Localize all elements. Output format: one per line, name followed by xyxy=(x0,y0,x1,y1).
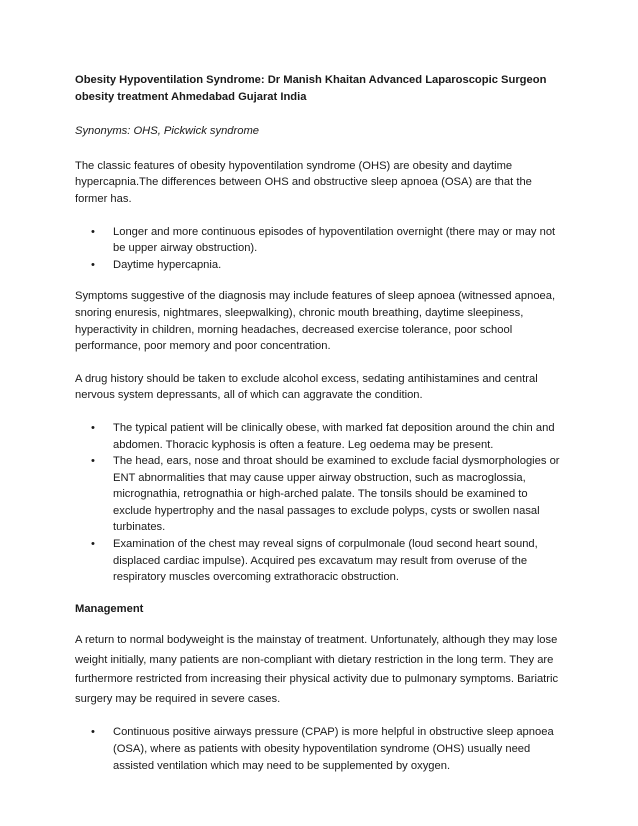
bullet-icon: • xyxy=(91,421,95,434)
list-item-text: Longer and more continuous episodes of hypoventilation overnight (there may or may not be upper airway obstruction). xyxy=(113,225,556,255)
management-heading: Management xyxy=(75,602,144,615)
list-item xyxy=(75,453,565,536)
list-item xyxy=(75,536,565,586)
bullet-icon: • xyxy=(91,455,95,468)
list-item xyxy=(75,224,565,257)
bullet-icon: • xyxy=(91,258,95,271)
differences-list xyxy=(75,224,565,274)
management-paragraph: A return to normal bodyweight is the mainstay of treatment. Unfortunately, although they may lose weight initially, many patients are non-compliant with dietary restriction in the long term. They are furthermore restricted from increasing their physical activity due to pulmonary symptoms. Bariatric surgery may be required in severe cases. xyxy=(75,634,559,705)
bullet-icon: • xyxy=(91,538,95,551)
list-item xyxy=(75,724,565,774)
document-page xyxy=(75,72,565,789)
list-item xyxy=(75,257,565,274)
treatment-list xyxy=(75,724,565,774)
drug-history-paragraph: A drug history should be taken to exclude alcohol excess, sedating antihistamines and central nervous system depressants, all of which can aggravate the condition. xyxy=(75,372,538,402)
symptoms-paragraph: Symptoms suggestive of the diagnosis may include features of sleep apnoea (witnessed apnoea, snoring enuresis, nightmares, sleepwalking), chronic mouth breathing, daytime sleepiness, hyperactivity in children, morning headaches, decreased exercise tolerance, poor school performance, poor memory and poor concentration. xyxy=(75,290,556,353)
list-item-text: Daytime hypercapnia. xyxy=(113,258,222,271)
list-item-text: The typical patient will be clinically obese, with marked fat deposition around the chin and abdomen. Thoracic kyphosis is often a feature. Leg oedema may be present. xyxy=(113,421,555,451)
bullet-icon: • xyxy=(91,726,95,739)
list-item-text: The head, ears, nose and throat should be examined to exclude facial dysmorphologies or ENT abnormalities that may cause upper airway obstruction, such as macroglossia, micrognathia, retrognathia or high-arched palate. The tonsils should be examined to exclude hypertrophy and the nasal passages to exclude polyps, cysts or swollen nasal turbinates. xyxy=(113,455,560,534)
list-item-text: Examination of the chest may reveal signs of corpulmonale (loud second heart sound, displaced cardiac impulse). Acquired pes excavatum may result from overuse of the respiratory muscles overcoming extrathoracic obstruction. xyxy=(113,538,538,584)
bullet-icon: • xyxy=(91,225,95,238)
list-item-text: Continuous positive airways pressure (CPAP) is more helpful in obstructive sleep apnoea (OSA), where as patients with obesity hypoventilation syndrome (OHS) usually need assisted ventilation which may need to be supplemented by oxygen. xyxy=(113,726,554,772)
intro-paragraph: The classic features of obesity hypoventilation syndrome (OHS) are obesity and daytime hypercapnia.The differences between OHS and obstructive sleep apnoea (OSA) are that the former has. xyxy=(75,159,532,205)
list-item xyxy=(75,420,565,453)
synonyms-line: Synonyms: OHS, Pickwick syndrome xyxy=(75,125,260,138)
document-title: Obesity Hypoventilation Syndrome: Dr Manish Khaitan Advanced Laparoscopic Surgeon obesity treatment Ahmedabad Gujarat India xyxy=(75,74,547,103)
examination-list xyxy=(75,420,565,586)
